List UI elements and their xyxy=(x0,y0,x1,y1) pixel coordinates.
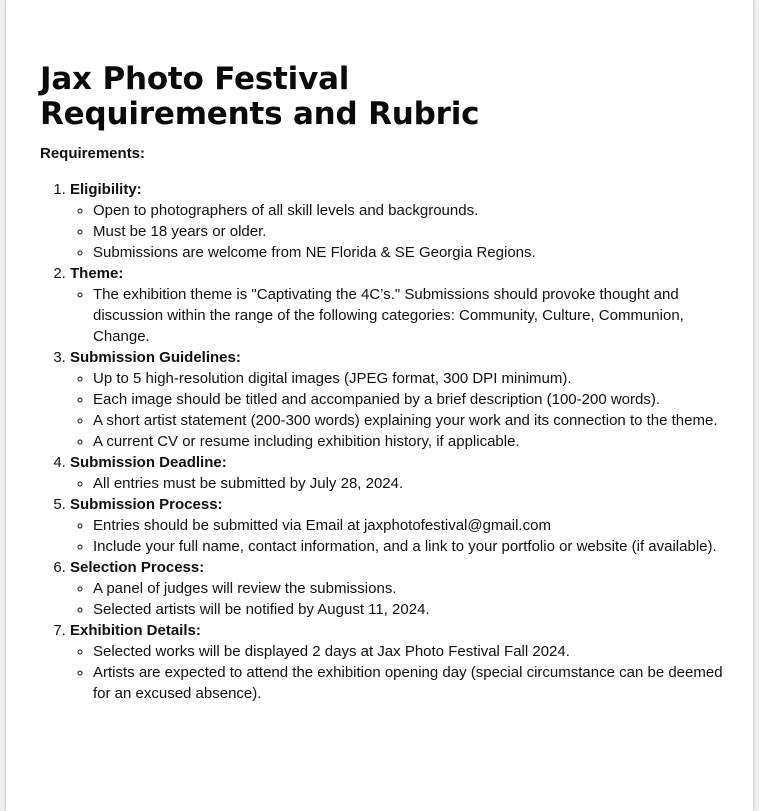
list-item: ◦ The exhibition theme is "Captivating the 4C’s." Submissions should provoke thought and discussion within the range of the following categories: Community, Culture, Communion, Change. xyxy=(93,284,740,347)
section-items xyxy=(70,578,740,620)
list-item: ◦ Must be 18 years or older. xyxy=(93,221,740,242)
section-items xyxy=(70,473,740,494)
list-item: ◦ Up to 5 high-resolution digital images (JPEG format, 300 DPI minimum). xyxy=(93,368,740,389)
list-item: ◦ Each image should be titled and accompanied by a brief description (100-200 words). xyxy=(93,389,740,410)
list-item: ◦ Entries should be submitted via Email at jaxphotofestival@gmail.com xyxy=(93,515,740,536)
title-line-1: Jax Photo Festival xyxy=(40,61,350,97)
section-title: Theme: xyxy=(70,265,124,282)
requirements-label: Requirements: xyxy=(40,145,146,162)
section-title: Selection Process: xyxy=(70,559,205,576)
list-item: ◦ All entries must be submitted by July 28, 2024. xyxy=(93,473,740,494)
list-item: ◦ Artists are expected to attend the exhibition opening day (special circumstance can be deemed for an excused absence). xyxy=(93,662,740,704)
section-items xyxy=(70,641,740,704)
list-item: ◦ Selected works will be displayed 2 days at Jax Photo Festival Fall 2024. xyxy=(93,641,740,662)
requirements-list xyxy=(40,179,740,704)
section-title: Submission Deadline: xyxy=(70,454,227,471)
list-item: ◦ Submissions are welcome from NE Florida & SE Georgia Regions. xyxy=(93,242,740,263)
section-items xyxy=(70,368,740,452)
section-items xyxy=(70,284,740,347)
section-title: Exhibition Details: xyxy=(70,622,201,639)
section-submission-process xyxy=(70,494,740,557)
document-page xyxy=(6,0,753,811)
section-submission-deadline xyxy=(70,452,740,494)
list-item: ◦ Open to photographers of all skill levels and backgrounds. xyxy=(93,200,740,221)
list-item: ◦ A short artist statement (200-300 words) explaining your work and its connection to the theme. xyxy=(93,410,740,431)
list-item: ◦ Include your full name, contact information, and a link to your portfolio or website (if available). xyxy=(93,536,740,557)
section-theme xyxy=(70,263,740,347)
section-title: Submission Guidelines: xyxy=(70,349,241,366)
section-submission-guidelines xyxy=(70,347,740,452)
section-title: Submission Process: xyxy=(70,496,223,513)
section-selection-process xyxy=(70,557,740,620)
title-line-2: Requirements and Rubric xyxy=(40,96,480,132)
list-item: ◦ A current CV or resume including exhibition history, if applicable. xyxy=(93,431,740,452)
list-item: ◦ A panel of judges will review the submissions. xyxy=(93,578,740,599)
section-items xyxy=(70,515,740,557)
section-eligibility xyxy=(70,179,740,263)
section-title: Eligibility: xyxy=(70,181,142,198)
document-content xyxy=(40,62,740,704)
document-title xyxy=(40,62,740,132)
section-exhibition-details xyxy=(70,620,740,704)
section-items xyxy=(70,200,740,263)
list-item: ◦ Selected artists will be notified by August 11, 2024. xyxy=(93,599,740,620)
